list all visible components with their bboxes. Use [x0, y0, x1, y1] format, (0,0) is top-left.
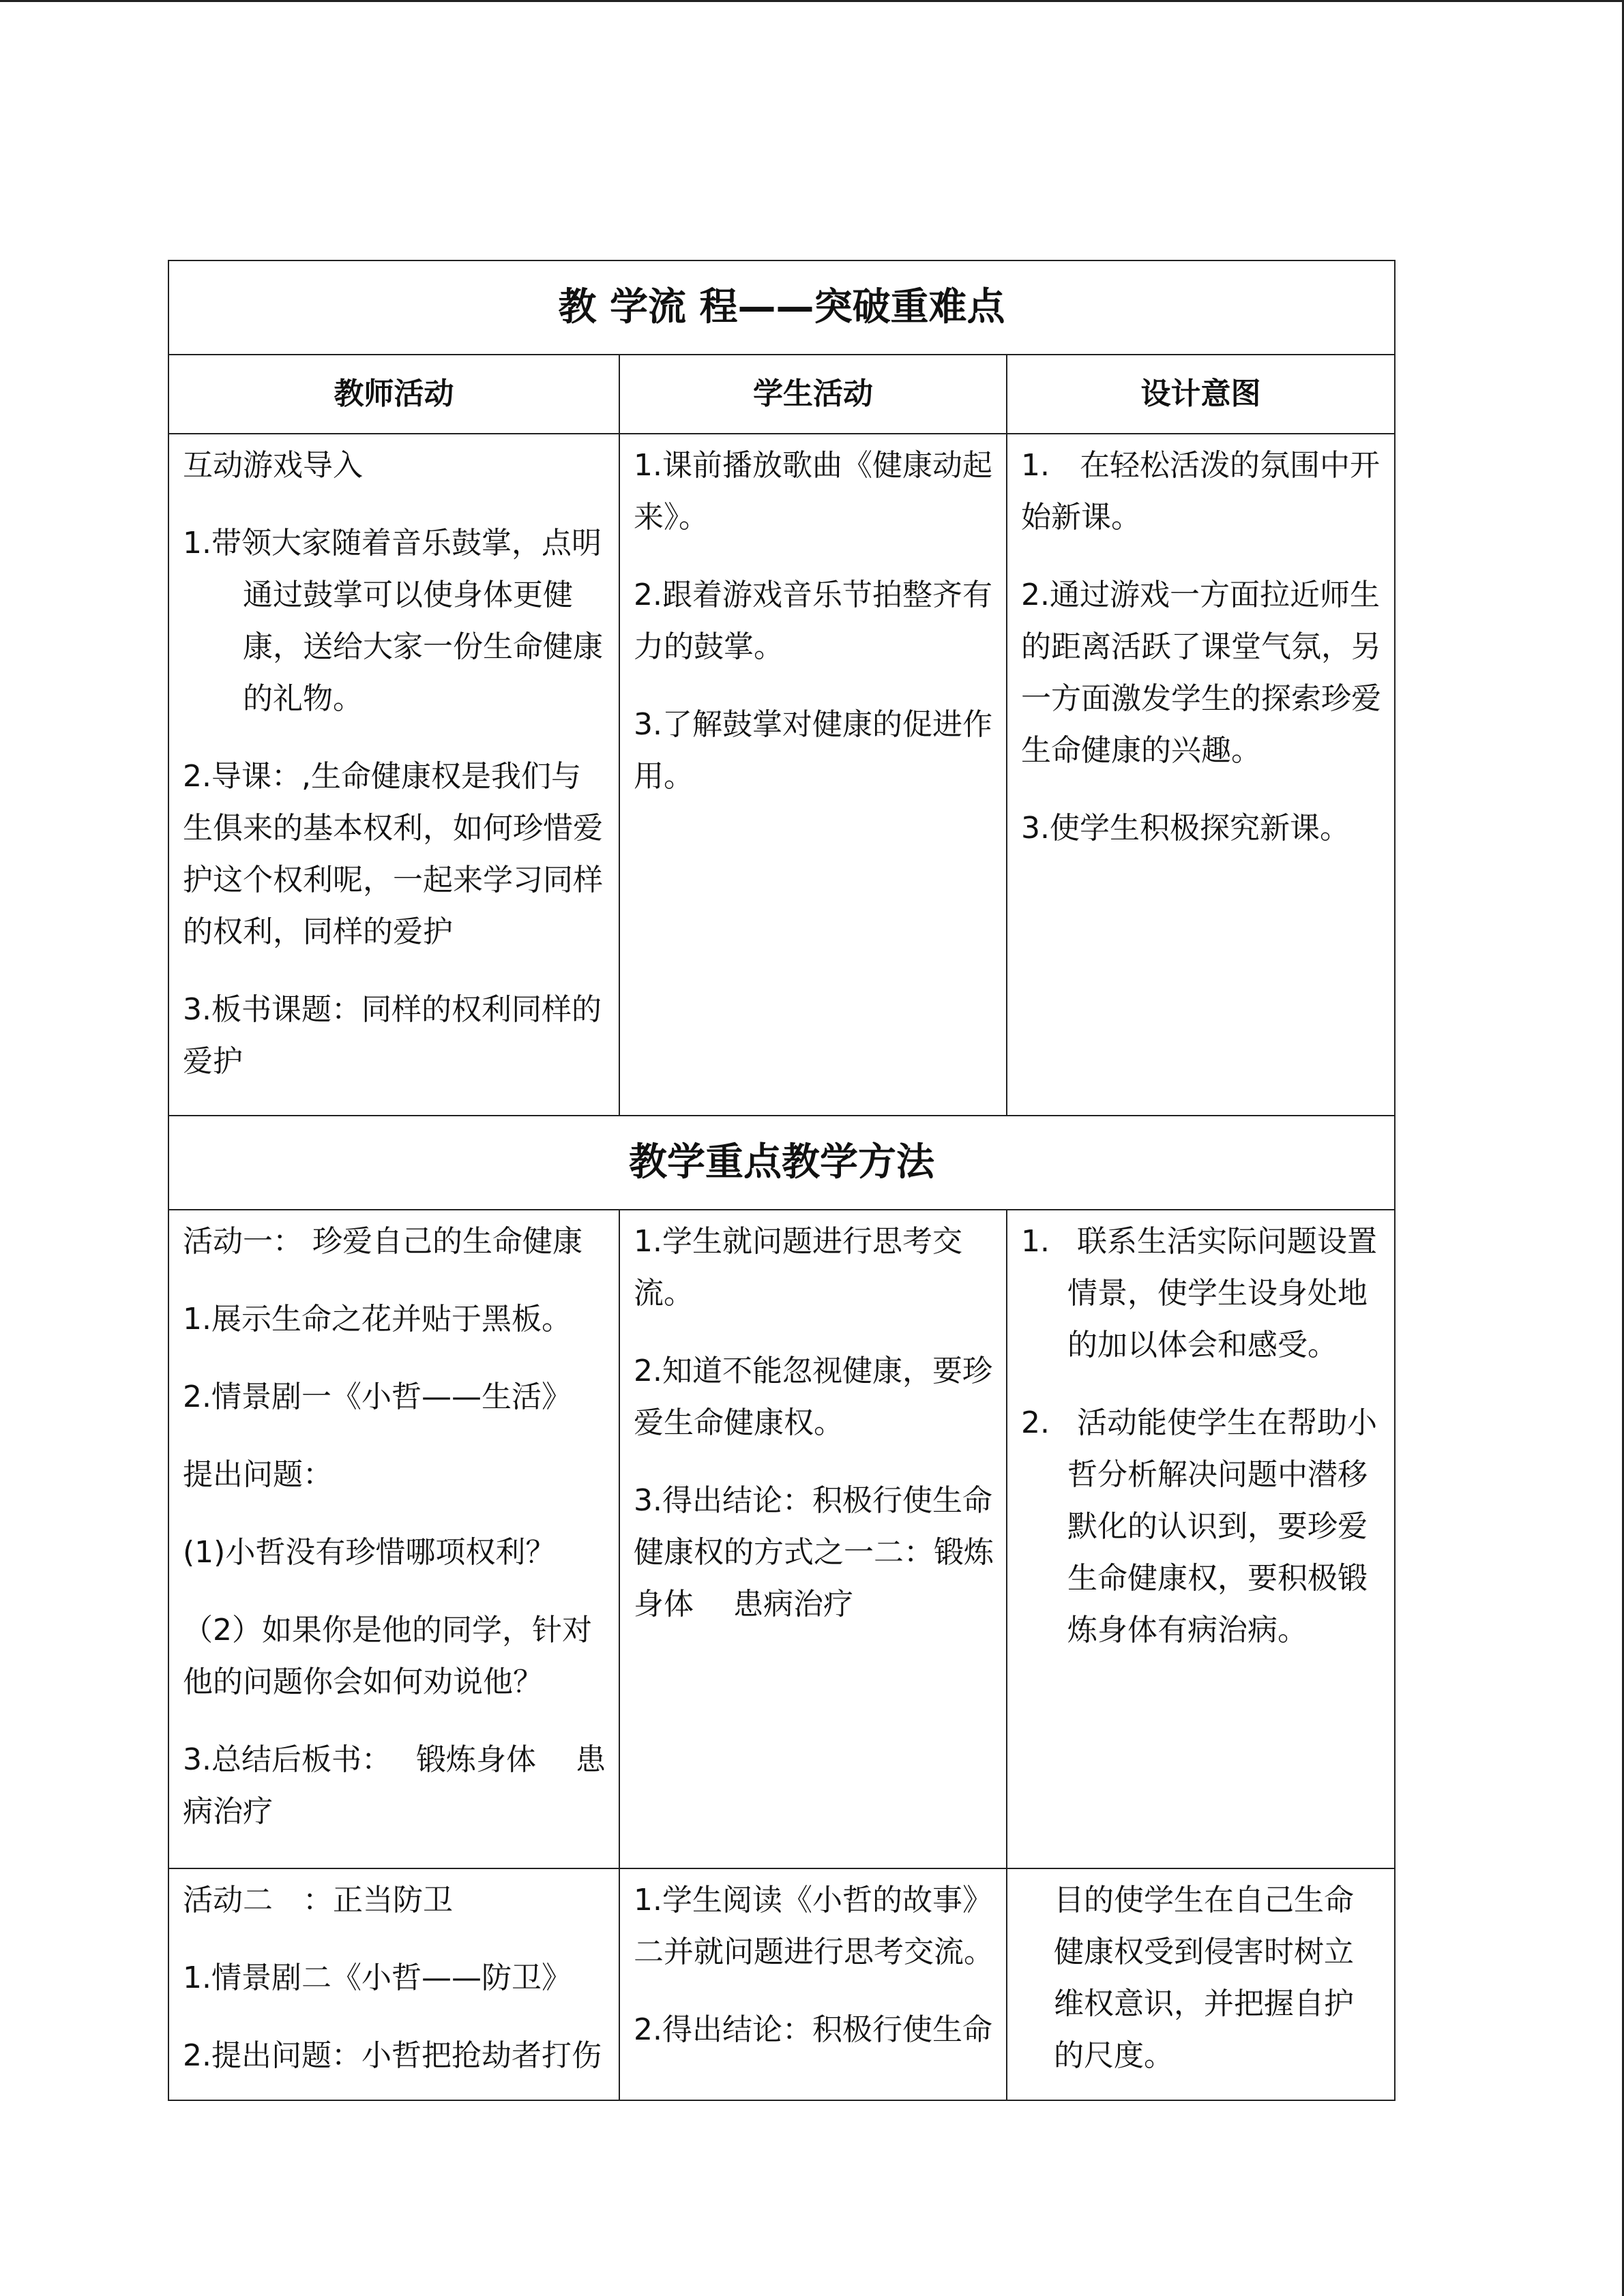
column-header-intent: 设计意图: [1007, 355, 1395, 434]
list-item: 2.跟着游戏音乐节拍整齐有力的鼓掌。: [634, 578, 992, 664]
list-item: 1.展示生命之花并贴于黑板。: [183, 1302, 572, 1337]
list-item: 1.学生就问题进行思考交流。: [634, 1224, 962, 1311]
list-item: 2.情景剧一《小哲——生活》: [183, 1380, 572, 1414]
list-item: 目的使学生在自己生命健康权受到侵害时树立维权意识，并把握自护的尺度。: [1054, 1883, 1354, 2073]
list-item: 3.了解鼓掌对健康的促进作用。: [634, 707, 992, 794]
list-item: 活动二 ：正当防卫: [183, 1883, 453, 1918]
list-item: 2.知道不能忽视健康，要珍爱生命健康权。: [634, 1354, 992, 1440]
table-row: [168, 1210, 1395, 1868]
list-item: 活动一： 珍爱自己的生命健康: [183, 1224, 582, 1259]
list-item: 3.板书课题：同样的权利同样的爱护: [183, 992, 602, 1079]
design-intent-cell: [1007, 1210, 1395, 1868]
table-row: [168, 434, 1395, 1116]
list-item: 提出问题：: [183, 1457, 333, 1492]
list-item: 1. 在轻松活泼的氛围中开始新课。: [1021, 448, 1380, 535]
column-header-teacher: 教师活动: [168, 355, 619, 434]
list-item: 3.总结后板书： 锻炼身体 患病治疗: [183, 1742, 606, 1829]
list-number: 1.: [1021, 1224, 1050, 1259]
column-header-student: 学生活动: [619, 355, 1007, 434]
teacher-activity-cell: [168, 434, 619, 1116]
list-item: [1021, 1216, 1383, 1371]
list-text: 活动能使学生在帮助小哲分析解决问题中潜移默化的认识到，要珍爱生命健康权，要积极锻炼身体有病治病。: [1067, 1405, 1377, 1648]
design-intent-cell: [1007, 434, 1395, 1116]
list-item: 2.通过游戏一方面拉近师生的距离活跃了课堂气氛，另一方面激发学生的探索珍爱生命健康的兴趣。: [1021, 578, 1381, 768]
list-text: 联系生活实际问题设置情景，使学生设身处地的加以体会和感受。: [1067, 1224, 1377, 1362]
teacher-activity-cell: [168, 1210, 619, 1868]
table-title: 教 学流 程——突破重难点: [168, 260, 1395, 355]
list-item: 2.导课：,生命健康权是我们与生俱来的基本权利，如何珍惜爱护这个权利呢，一起来学习同样的权利，同样的爱护: [183, 759, 603, 949]
list-item: 2.提出问题：小哲把抢劫者打伤: [183, 2038, 602, 2073]
list-item: 2.得出结论：积极行使生命: [634, 2012, 992, 2047]
page-top-border: [0, 0, 1624, 2]
table-row: [168, 1868, 1395, 2100]
list-item: 3.得出结论：积极行使生命健康权的方式之一二：锻炼身体 患病治疗: [634, 1483, 994, 1622]
list-item: 互动游戏导入: [183, 448, 363, 483]
list-item: (1)小哲没有珍惜哪项权利？: [183, 1535, 556, 1570]
section-title: 教学重点教学方法: [168, 1116, 1395, 1210]
list-item: 1.情景剧二《小哲——防卫》: [183, 1960, 572, 1995]
student-activity-cell: [619, 1210, 1007, 1868]
teacher-activity-cell: [168, 1868, 619, 2100]
student-activity-cell: [619, 1868, 1007, 2100]
list-item: 1.学生阅读《小哲的故事》二并就问题进行思考交流。: [634, 1883, 994, 1969]
list-item: 3.使学生积极探究新课。: [1021, 811, 1350, 846]
student-activity-cell: [619, 434, 1007, 1116]
lesson-flow-table: [168, 260, 1396, 2101]
list-item: 1.课前播放歌曲《健康动起来》。: [634, 448, 992, 535]
design-intent-cell: [1007, 1868, 1395, 2100]
list-item: [1021, 1397, 1383, 1656]
list-item: 1.带领大家随着音乐鼓掌，点明通过鼓掌可以使身体更健康，送给大家一份生命健康的礼物。: [183, 526, 603, 716]
list-number: 2.: [1021, 1405, 1050, 1440]
list-item: （2）如果你是他的同学，针对他的问题你会如何劝说他？: [183, 1613, 592, 1699]
